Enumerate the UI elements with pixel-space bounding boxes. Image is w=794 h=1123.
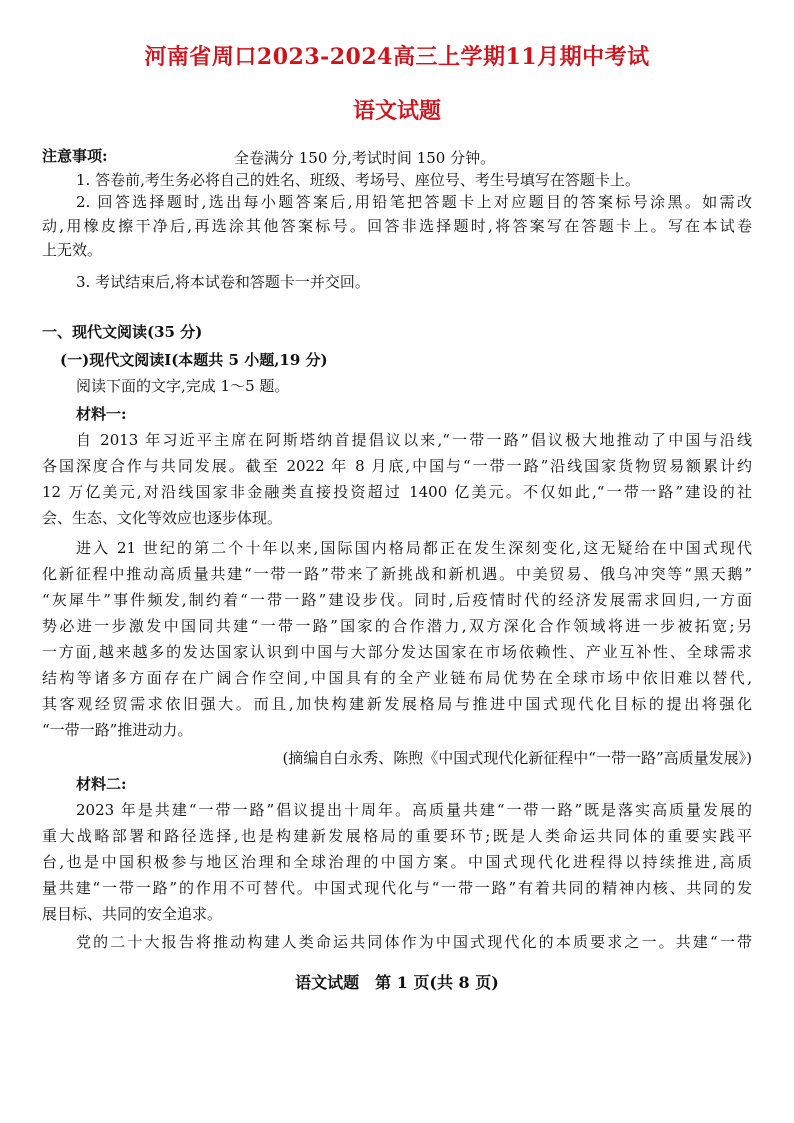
material-2-paragraph-1-line: 量共建“一带一路”的作用不可替代。中国式现代化与“一带一路”有着共同的精神内核、共同的发 (42, 879, 752, 897)
exam-title: 河南省周口2023-2024高三上学期11月期中考试 (144, 44, 650, 70)
reading-instruction: 阅读下面的文字,完成 1～5 题。 (76, 377, 290, 395)
material-2-paragraph-1-line: 台,也是中国积极参与地区治理和全球治理的中国方案。中国式现代化进程得以持续推进,高质 (42, 853, 752, 871)
material-1-paragraph-1-line: 会、生态、文化等效应也逐步体现。 (42, 509, 283, 527)
material-1-paragraph-2-line: 势必进一步激发中国同共建“一带一路”国家的合作潜力,双方深化合作领域将进一步被拓宽;另 (42, 617, 752, 635)
material-1-paragraph-2-line: “灰犀牛”事件频发,制约着“一带一路”建设步伐。同时,后疫情时代的经济发展需求回归,一方面 (42, 591, 752, 609)
material-1-paragraph-1-line: 各国深度合作与共同发展。截至 2022 年 8 月底,中国与“一带一路”沿线国家货物贸易额累计约 (42, 457, 752, 475)
notice-score-time: 全卷满分 150 分,考试时间 150 分钟。 (234, 149, 496, 167)
section-heading: 一、现代文阅读(35 分) (42, 323, 203, 341)
page-footer: 语文试题 第 1 页(共 8 页) (295, 973, 499, 992)
material-2-paragraph-1-line: 重大战略部署和路径选择,也是构建新发展格局的重要环节;既是人类命运共同体的重要实践平 (42, 827, 752, 845)
notice-item-2-line-3: 上无效。 (42, 241, 103, 259)
material-1-paragraph-2-line: 结构等诸多方面存在广阔合作空间,中国具有的全产业链布局优势在全球市场中依旧难以替代, (42, 669, 752, 687)
material-1-paragraph-2-line: 进入 21 世纪的第二个十年以来,国际国内格局都正在发生深刻变化,这无疑给在中国式现代 (76, 539, 752, 557)
notice-item-3: 3. 考试结束后,将本试卷和答题卡一并交回。 (76, 273, 370, 291)
subsection-heading: (一)现代文阅读Ⅰ(本题共 5 小题,19 分) (60, 351, 328, 369)
material-1-paragraph-1-line: 自 2013 年习近平主席在阿斯塔纳首提倡议以来,“一带一路”倡议极大地推动了中国与沿线 (76, 431, 752, 449)
material-1-paragraph-2-line: 化新征程中推动高质量共建“一带一路”带来了新挑战和新机遇。中美贸易、俄乌冲突等“黑天鹅” (42, 565, 752, 583)
material-1-paragraph-2-line: 一方面,越来越多的发达国家认识到中国与大部分发达国家在市场依赖性、产业互补性、全球需求 (42, 643, 752, 661)
material-1-paragraph-2-line: 其客观经贸需求依旧强大。而且,加快构建新发展格局与推进中国式现代化目标的提出将强化 (42, 695, 752, 713)
notice-item-2-line-1: 2. 回答选择题时,选出每小题答案后,用铅笔把答题卡上对应题目的答案标号涂黑。如需改 (76, 193, 752, 211)
material-1-label: 材料一: (76, 405, 127, 423)
notice-label: 注意事项: (42, 147, 108, 165)
material-2-label: 材料二: (76, 775, 127, 793)
material-1-paragraph-2-line: “一带一路”推进动力。 (42, 721, 193, 739)
material-2-paragraph-1-line: 2023 年是共建“一带一路”倡议提出十周年。高质量共建“一带一路”既是落实高质量发展的 (76, 801, 752, 819)
notice-item-2-line-2: 动,用橡皮擦干净后,再选涂其他答案标号。回答非选择题时,将答案写在答题卡上。写在本试卷 (42, 217, 752, 235)
material-1-source: (摘编自白永秀、陈煦《中国式现代化新征程中“一带一路”高质量发展》) (282, 749, 752, 767)
notice-item-1: 1. 答卷前,考生务必将自己的姓名、班级、考场号、座位号、考生号填写在答题卡上。 (76, 171, 640, 189)
exam-subject-title: 语文试题 (352, 98, 441, 124)
material-2-paragraph-1-line: 展目标、共同的安全追求。 (42, 905, 223, 923)
material-2-paragraph-2-line: 党的二十大报告将推动构建人类命运共同体作为中国式现代化的本质要求之一。共建“一带 (76, 933, 752, 951)
material-1-paragraph-1-line: 12 万亿美元,对沿线国家非金融类直接投资超过 1400 亿美元。不仅如此,“一带一路”建设的社 (42, 483, 752, 501)
